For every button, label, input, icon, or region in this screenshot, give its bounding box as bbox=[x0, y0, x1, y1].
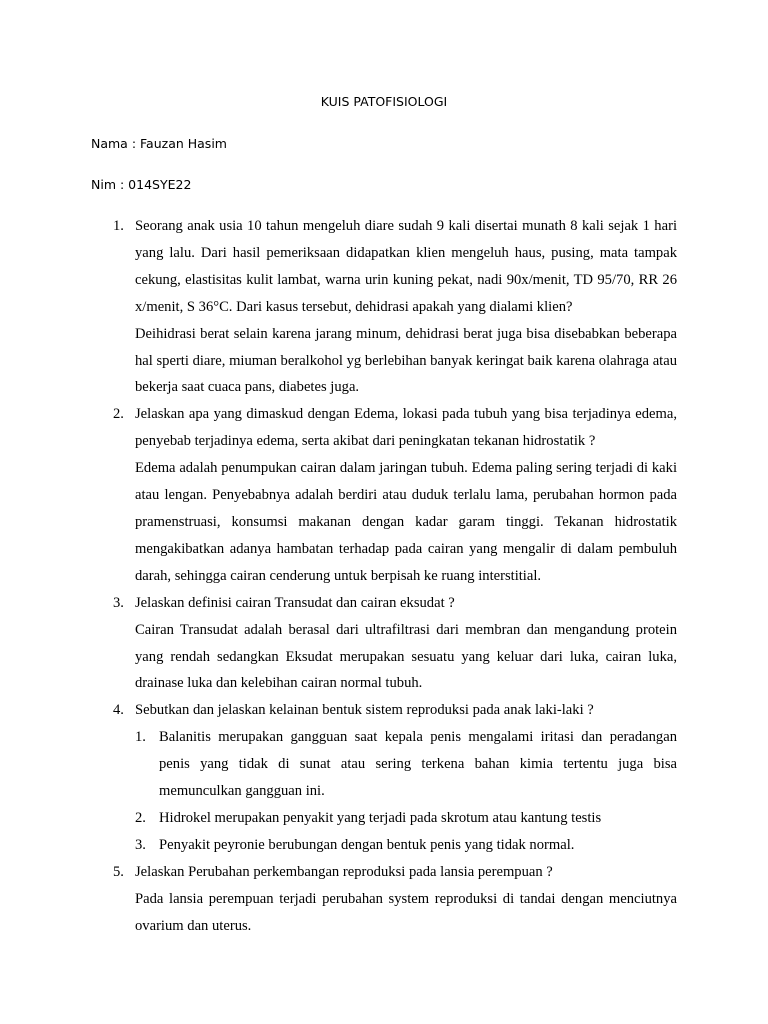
question-text: Jelaskan definisi cairan Transudat dan cairan eksudat ? bbox=[135, 594, 455, 611]
question-item-1 bbox=[0, 213, 677, 401]
question-number: 2. bbox=[113, 406, 124, 423]
question-text: Sebutkan dan jelaskan kelainan bentuk sistem reproduksi pada anak laki-laki ? bbox=[135, 702, 594, 719]
question-item-2 bbox=[0, 401, 677, 589]
sub-item-text: Hidrokel merupakan penyakit yang terjadi pada skrotum atau kantung testis bbox=[159, 809, 602, 826]
answer-text: Deihidrasi berat selain karena jarang minum, dehidrasi berat juga bisa disebabkan beberapa hal sperti diare, miuman beralkohol yg berlebihan banyak keringat baik karena olahraga atau bekerja saat cuaca pans, diabetes juga. bbox=[135, 325, 677, 396]
sub-item-number: 1. bbox=[135, 729, 146, 746]
sub-item-3 bbox=[135, 832, 677, 859]
question-list bbox=[0, 213, 768, 939]
question-text: Seorang anak usia 10 tahun mengeluh diare sudah 9 kali disertai munath 8 kali sejak 1 hari yang lalu. Dari hasil pemeriksaan didapatkan klien mengeluh haus, pusing, mata tampak cekung, elastisitas kulit lambat, warna urin kuning pekat, nadi 90x/menit, TD 95/70, RR 26 x/menit, S 36°C. Dari kasus tersebut, dehidrasi apakah yang dialami klien? bbox=[135, 218, 677, 315]
question-item-5 bbox=[0, 859, 677, 940]
question-item-4 bbox=[0, 697, 677, 858]
document-title: KUIS PATOFISIOLOGI bbox=[320, 94, 448, 109]
answer-text: Edema adalah penumpukan cairan dalam jaringan tubuh. Edema paling sering terjadi di kaki atau lengan. Penyebabnya adalah berdiri atau duduk terlalu lama, perubahan hormon pada pramenstruasi, konsumsi makanan dengan kadar garam tinggi. Tekanan hidrostatik mengakibatkan adanya hambatan terhadap pada cairan yang mengalir di dalam pembuluh darah, sehingga cairan cenderung untuk berpisah ke ruang interstitial. bbox=[135, 460, 677, 584]
sub-item-number: 2. bbox=[135, 809, 146, 826]
sub-item-number: 3. bbox=[135, 836, 146, 853]
sub-item-text: Penyakit peyronie berubungan dengan bentuk penis yang tidak normal. bbox=[159, 836, 575, 853]
question-number: 1. bbox=[113, 218, 124, 234]
sub-item-text: Balanitis merupakan gangguan saat kepala penis mengalami iritasi dan peradangan penis yang tidak di sunat atau sering terkena bahan kimia tertentu juga bisa memunculkan gangguan ini. bbox=[159, 729, 677, 800]
sub-item-2 bbox=[135, 805, 677, 832]
answer-text: Cairan Transudat adalah berasal dari ultrafiltrasi dari membran dan mengandung protein yang rendah sedangkan Eksudat merupakan sesuatu yang keluar dari luka, cairan luka, drainase luka dan kelebihan cairan normal tubuh. bbox=[135, 621, 677, 692]
sub-item-1 bbox=[135, 724, 677, 805]
question-item-3 bbox=[0, 590, 677, 698]
question-text: Jelaskan Perubahan perkembangan reproduksi pada lansia perempuan ? bbox=[135, 863, 553, 880]
answer-text: Pada lansia perempuan terjadi perubahan system reproduksi di tandai dengan menciutnya ovarium dan uterus. bbox=[135, 890, 677, 934]
question-number: 5. bbox=[113, 863, 124, 880]
student-nim: Nim : 014SYE22 bbox=[91, 177, 192, 192]
question-number: 3. bbox=[113, 594, 124, 611]
question-number: 4. bbox=[113, 702, 124, 719]
student-name: Nama : Fauzan Hasim bbox=[91, 136, 227, 151]
question-text: Jelaskan apa yang dimaskud dengan Edema, lokasi pada tubuh yang bisa terjadinya edema, penyebab terjadinya edema, serta akibat dari peningkatan tekanan hidrostatik ? bbox=[135, 406, 677, 450]
